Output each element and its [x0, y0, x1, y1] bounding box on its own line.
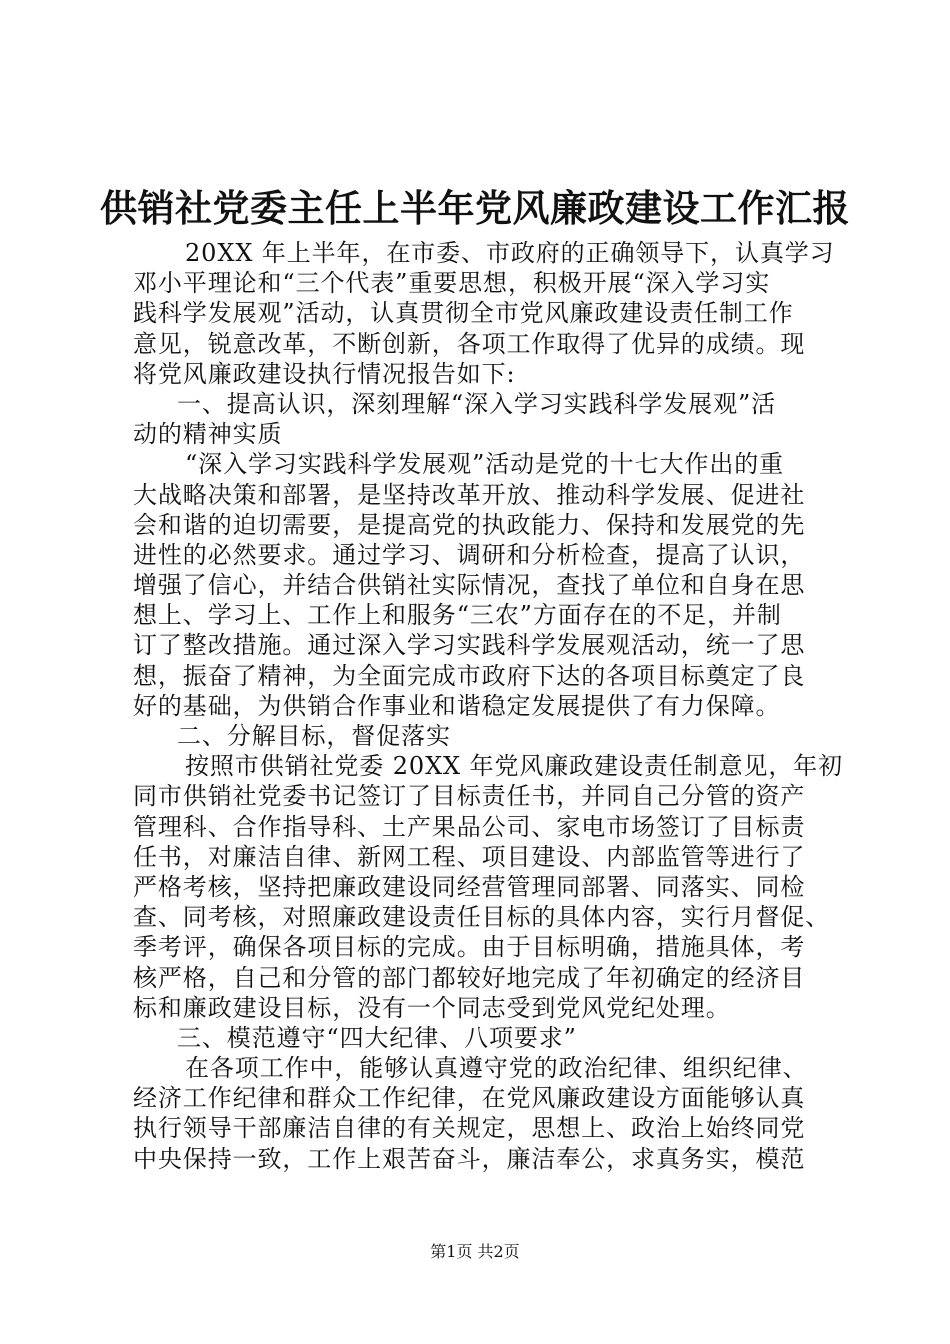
page-title: 供销社党委主任上半年党风廉政建设工作汇报 [100, 186, 850, 230]
text-line: 进性的必然要求。通过学习、调研和分析检查，提高了认识， [133, 540, 806, 569]
text-line: “深入学习实践科学发展观”活动是党的十七大作出的重 [185, 450, 785, 479]
section-heading: 动的精神实质 [133, 420, 283, 449]
text-line: 严格考核，坚持把廉政建设同经营管理同部署、同落实、同检 [133, 872, 806, 901]
text-line: 想，振奋了精神，为全面完成市政府下达的各项目标奠定了良 [133, 661, 806, 690]
text-line: 核严格，自己和分管的部门都较好地完成了年初确定的经济目 [133, 963, 806, 992]
text-line: 订了整改措施。通过深入学习实践科学发展观活动，统一了思 [133, 631, 806, 660]
text-line: 查、同考核，对照廉政建设责任目标的具体内容，实行月督促、 [133, 903, 831, 932]
section-heading: 二、分解目标，督促落实 [177, 722, 451, 750]
text-line: 将党风廉政建设执行情况报告如下: [133, 359, 516, 388]
text-line: 任书，对廉洁自律、新网工程、项目建设、内部监管等进行了 [133, 842, 806, 871]
text-line: 中央保持一致，工作上艰苦奋斗，廉洁奉公，求真务实，模范 [133, 1144, 806, 1173]
text-line: 好的基础，为供销合作事业和谐稳定发展提供了有力保障。 [133, 691, 781, 720]
text-line: 执行领导干部廉洁自律的有关规定，思想上、政治上始终同党 [133, 1114, 806, 1143]
document-body [133, 238, 844, 1174]
text-line: 20XX 年上半年，在市委、市政府的正确领导下，认真学习 [185, 239, 835, 267]
text-line: 按照市供销社党委 20XX 年党风廉政建设责任制意见，年初 [185, 752, 844, 781]
text-line: 季考评，确保各项目标的完成。由于目标明确，措施具体，考 [133, 933, 806, 962]
text-line: 邓小平理论和“三个代表”重要思想，积极开展“深入学习实 [133, 269, 771, 298]
text-line: 大战略决策和部署，是坚持改革开放、推动科学发展、促进社 [133, 480, 806, 509]
text-line: 经济工作纪律和群众工作纪律，在党风廉政建设方面能够认真 [133, 1084, 806, 1113]
text-line: 践科学发展观”活动，认真贯彻全市党风廉政建设责任制工作 [133, 299, 794, 328]
section-heading: 一、提高认识，深刻理解“深入学习实践科学发展观”活 [177, 389, 777, 418]
text-line: 会和谐的迫切需要，是提高党的执政能力、保持和发展党的先 [133, 510, 806, 539]
text-line: 管理科、合作指导科、土产果品公司、家电市场签订了目标责 [133, 812, 806, 841]
text-line: 意见，锐意改革，不断创新，各项工作取得了优异的成绩。现 [133, 329, 806, 358]
text-line: 增强了信心，并结合供销社实际情况，查找了单位和自身在思 [133, 571, 806, 600]
text-line: 在各项工作中，能够认真遵守党的政治纪律、组织纪律、 [185, 1054, 808, 1083]
text-line: 想上、学习上、工作上和服务“三农”方面存在的不足，并制 [133, 601, 782, 630]
section-heading: 三、模范遵守“四大纪律、八项要求” [177, 1023, 577, 1052]
text-line: 标和廉政建设目标，没有一个同志受到党风党纪处理。 [133, 993, 731, 1022]
page-footer: 第1页 共2页 [430, 1242, 520, 1261]
text-line: 同市供销社党委书记签订了目标责任书，并同自己分管的资产 [133, 782, 806, 811]
